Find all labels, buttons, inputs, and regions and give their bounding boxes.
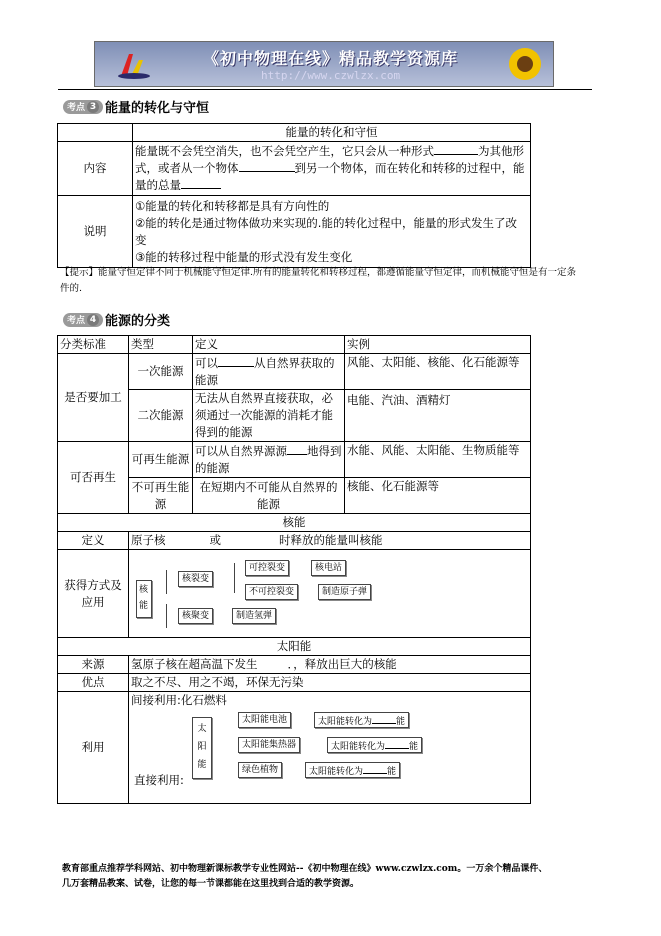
col-header: 分类标准	[58, 336, 129, 354]
section-title: 能源的分类	[105, 314, 171, 329]
uncontrolled-fission-box: 不可控裂变	[245, 584, 298, 600]
solar-core-box: 太阳能	[192, 717, 212, 779]
footer	[62, 862, 602, 892]
solar-heater-conv-box: 太阳能转化为 能	[327, 737, 422, 753]
solar-use-direct: 直接利用:	[134, 773, 184, 787]
solar-use-indirect: 间接利用:化石燃料	[131, 693, 227, 707]
type-nonrenewable: 不可再生能源	[129, 478, 193, 514]
solar-src-label: 来源	[58, 656, 129, 674]
nuclear-def-label: 定义	[58, 532, 129, 550]
energy-classification-table	[57, 335, 531, 804]
tip-text: 【提示】能量守恒定律不同于机械能守恒定律.所有的能量转化和转移过程，都遵循能量守恒定律，而机械能守恒是有一定条件的.	[60, 267, 577, 294]
solar-title: 太阳能	[58, 638, 531, 656]
table-header: 能量的转化和守恒	[133, 124, 531, 142]
sunflower-icon	[503, 44, 547, 84]
type-secondary: 二次能源	[129, 390, 193, 442]
section-title: 能量的转化与守恒	[105, 101, 210, 116]
banner-url[interactable]: http://www.czwlzx.com	[261, 69, 401, 82]
bracket	[166, 604, 167, 628]
def-primary: 可以 从自然界获取的能源	[193, 354, 345, 390]
col-header: 定义	[193, 336, 345, 354]
criterion-processing: 是否要加工	[58, 354, 129, 442]
site-banner	[94, 41, 554, 87]
row-label-note: 说明	[58, 196, 133, 268]
nuclear-title: 核能	[58, 514, 531, 532]
criterion-renewable: 可否再生	[58, 442, 129, 514]
ex-primary: 风能、太阳能、核能、化石能源等	[345, 354, 531, 390]
def-renewable: 可以从自然界源源 地得到的能源	[193, 442, 345, 478]
section-heading-4	[63, 310, 170, 329]
def-secondary: 无法从自然界直接获取，必须通过一次能源的消耗才能得到的能源	[193, 390, 345, 442]
type-primary: 一次能源	[129, 354, 193, 390]
bracket	[234, 563, 235, 593]
kaodian-badge: 考点 4	[63, 313, 103, 327]
row-label-content: 内容	[58, 142, 133, 196]
solar-src: 氢原子核在超高温下发生 ．，释放出巨大的核能	[129, 656, 531, 674]
solar-adv-label: 优点	[58, 674, 129, 692]
nuclear-core-box: 核能	[136, 580, 152, 618]
kaodian-badge: 考点 3	[63, 100, 103, 114]
hydrogen-bomb-box: 制造氢弹	[232, 608, 276, 624]
bracket	[166, 570, 167, 594]
header-divider	[58, 89, 592, 90]
col-header: 实例	[345, 336, 531, 354]
type-renewable: 可再生能源	[129, 442, 193, 478]
solar-cell-box: 太阳能电池	[238, 712, 291, 728]
def-nonrenewable: 在短期内不可能从自然界的能源	[193, 478, 345, 514]
atomic-bomb-box: 制造原子弹	[318, 584, 371, 600]
green-plant-box: 绿色植物	[238, 762, 282, 778]
fusion-box: 核聚变	[178, 608, 213, 624]
nuclear-def: 原子核 或 时释放的能量叫核能	[129, 532, 531, 550]
energy-conservation-table	[57, 123, 531, 268]
ex-renewable: 水能、风能、太阳能、生物质能等	[345, 442, 531, 478]
content-cell: 能量既不会凭空消失，也不会凭空产生，它只会从一种形式 为其他形 式，或者从一个物体 到另一个物体，而在转化和转移的过程中，能 量的总量	[133, 142, 531, 196]
solar-use-label: 利用	[58, 692, 129, 804]
nuclear-get-label: 获得方式及应用	[58, 550, 129, 638]
banner-title: 《初中物理在线》精品教学资源库	[203, 49, 459, 68]
controlled-fission-box: 可控裂变	[245, 560, 289, 576]
power-plant-box: 核电站	[311, 560, 346, 576]
site-logo	[117, 50, 151, 80]
green-plant-conv-box: 太阳能转化为 能	[305, 762, 400, 778]
fission-box: 核裂变	[178, 571, 213, 587]
ex-nonrenewable: 核能、化石能源等	[345, 478, 531, 514]
section-heading-3	[63, 97, 209, 116]
col-header: 类型	[129, 336, 193, 354]
solar-cell-conv-box: 太阳能转化为 能	[314, 712, 409, 728]
solar-adv: 取之不尽、用之不竭，环保无污染	[129, 674, 531, 692]
solar-heater-box: 太阳能集热器	[238, 737, 300, 753]
footer-line-1: 教育部重点推荐学科网站、初中物理新课标教学专业性网站--《初中物理在线》www.czwlzx.com。一万余个精品课件、	[62, 864, 548, 874]
footer-line-2: 几万套精品教案、试卷，让您的每一节课都能在这里找到合适的教学资源。	[62, 879, 360, 889]
note-cell: ①能量的转化和转移都是具有方向性的 ②能的转化是通过物体做功来实现的.能的转化过程中，能量的形式发生了改变 ③能的转移过程中能量的形式没有发生变化	[133, 196, 531, 268]
ex-secondary: 电能、汽油、酒精灯	[345, 390, 531, 442]
